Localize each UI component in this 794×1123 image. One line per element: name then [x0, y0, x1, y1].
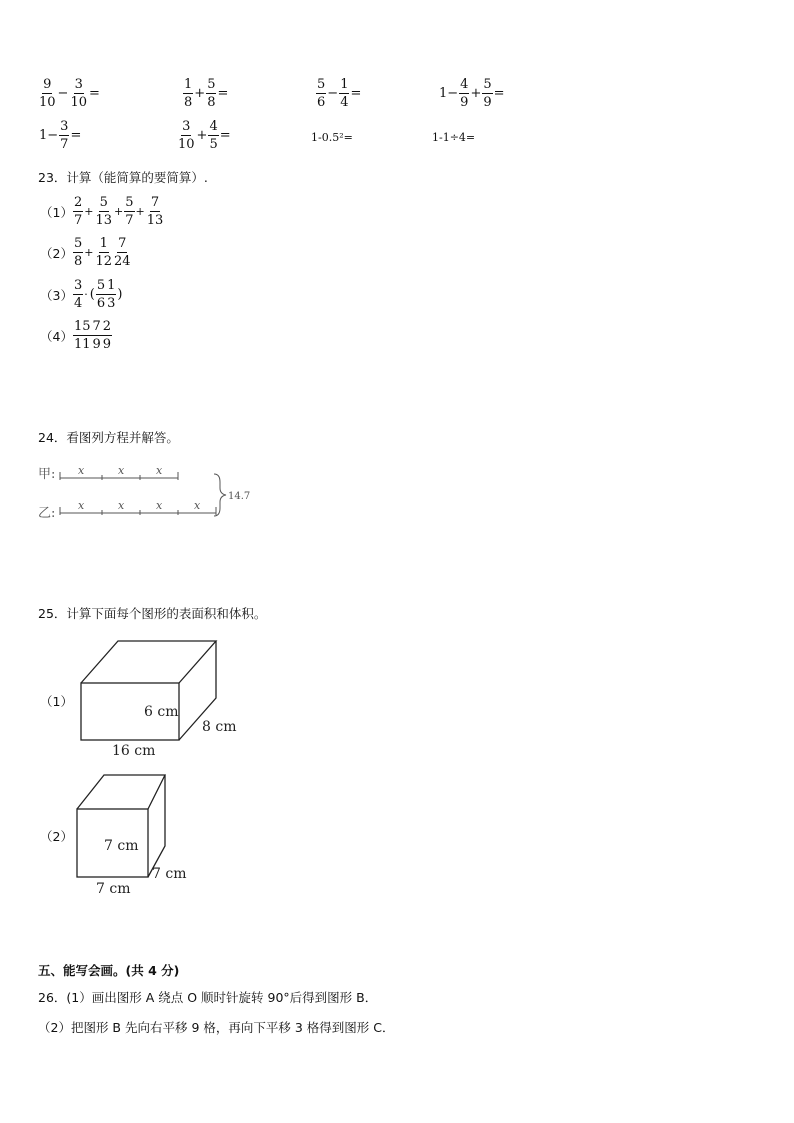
q26-part2: （2）把图形 B 先向右平移 9 格，再向下平移 3 格得到图形 C．: [38, 1020, 395, 1035]
fig2-label: （2）: [40, 829, 73, 844]
expr-r1c1: $\frac{9}{10}$ − $\frac{3}{10}$ =: [39, 77, 100, 110]
x-label: x: [156, 464, 163, 477]
x-label: x: [118, 464, 125, 477]
x-label: x: [78, 464, 85, 477]
height-label: 7 cm: [104, 838, 139, 854]
expr-r2c4: 1-1÷4=: [432, 131, 476, 144]
expr-r2c1: 1− $\frac{3}{7}$ =: [39, 119, 82, 152]
x-label: x: [194, 499, 201, 512]
fraction: $\frac{9}{10}$: [39, 77, 56, 110]
depth-label: 8 cm: [202, 719, 237, 735]
length-label: 16 cm: [112, 743, 156, 759]
q23-item-3: （3） $\frac{3}{4}$ · ( $\frac{5}{6}$ $\frac{1}{3}$ ): [40, 278, 123, 311]
depth-label: 7 cm: [152, 866, 187, 882]
q23-title: 23．计算（能简算的要简算）.: [38, 170, 208, 185]
expr-r2c2: $\frac{3}{10}$ + $\frac{4}{5}$ =: [178, 119, 231, 152]
expr-r1c4: 1− $\frac{4}{9}$ + $\frac{5}{9}$ =: [439, 77, 505, 110]
expr-r2c3: 1-0.5²=: [311, 131, 353, 144]
length-label: 7 cm: [96, 881, 131, 897]
section5-title: 五、能写会画。(共 4 分): [38, 963, 180, 978]
total-label: 14.7: [228, 491, 251, 502]
q23-item-1: （1） $\frac{2}{7}$ + $\frac{5}{13}$ + $\frac{5}{7}$ + $\frac{7}{13}$: [40, 195, 164, 228]
x-label: x: [118, 499, 125, 512]
x-label: x: [78, 499, 85, 512]
q24-title: 24．看图列方程并解答。: [38, 430, 179, 445]
label-jia: 甲:: [38, 467, 56, 482]
segment-diagram: [36, 458, 266, 524]
q26-part1: 26．(1）画出图形 A 绕点 O 顺时针旋转 90°后得到图形 B．: [38, 990, 378, 1005]
cuboid-figure: [78, 638, 248, 762]
q23-item-4: （4） $\frac{15}{11}$ $\frac{7}{9}$ $\frac{2}{9}$: [40, 319, 112, 352]
expr-r1c2: $\frac{1}{8}$ + $\frac{5}{8}$ =: [184, 77, 229, 110]
q23-item-2: （2） $\frac{5}{8}$ + $\frac{1}{12}$ $\frac{7}{24}$: [40, 236, 131, 269]
expr-r1c3: $\frac{5}{6}$ − $\frac{1}{4}$ =: [317, 77, 362, 110]
fraction: $\frac{3}{10}$: [70, 77, 87, 110]
label-yi: 乙:: [38, 506, 56, 521]
height-label: 6 cm: [144, 704, 179, 720]
q25-title: 25．计算下面每个图形的表面积和体积。: [38, 606, 267, 621]
fig1-label: （1）: [40, 694, 73, 709]
x-label: x: [156, 499, 163, 512]
cube-figure: [74, 772, 194, 898]
